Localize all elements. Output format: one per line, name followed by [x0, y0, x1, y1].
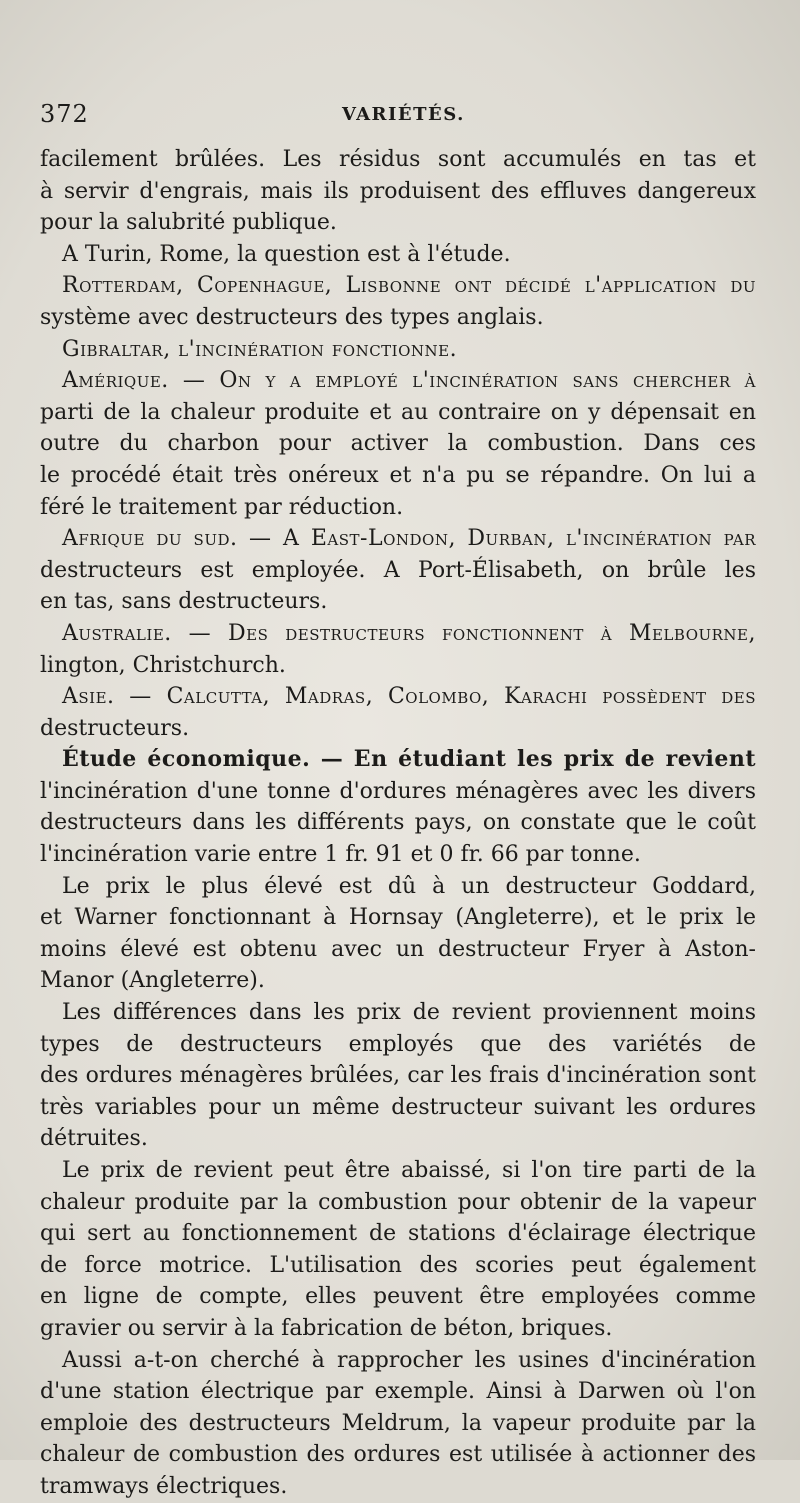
text-line: chaleur de combustion des ordures est utilisée à actionner des	[40, 1442, 756, 1468]
text-line: à servir d'engrais, mais ils produisent des effluves dangereux	[40, 178, 756, 204]
text-line: Les différences dans les prix de revient proviennent moins	[62, 1000, 756, 1026]
text-line: pour la salubrité publique.	[40, 210, 337, 236]
text-line: Amérique. — On y a employé l'incinération sans chercher à	[62, 368, 756, 394]
text-line: Le prix le plus élevé est dû à un destructeur Goddard,	[62, 873, 756, 899]
text-line: destructeurs est employée. A Port-Élisabeth, on brûle les	[40, 557, 756, 583]
text-line: facilement brûlées. Les résidus sont accumulés en tas et	[40, 147, 756, 172]
text-line: destructeurs dans les différents pays, on constate que le coût	[40, 810, 756, 836]
text-line: destructeurs.	[40, 715, 190, 741]
section-heading-line: Étude économique. — En étudiant les prix de revient	[62, 746, 756, 773]
text-line: détruites.	[40, 1126, 148, 1152]
text-line: féré le traitement par réduction.	[40, 494, 404, 520]
text-line: des ordures ménagères brûlées, car les frais d'incinération sont	[40, 1063, 756, 1089]
text-line: chaleur produite par la combustion pour obtenir de la vapeur	[40, 1189, 756, 1215]
page-header	[40, 100, 760, 132]
text-line: Gibraltar, l'incinération fonctionne.	[62, 336, 458, 362]
text-line: qui sert au fonctionnement de stations d'éclairage électrique	[40, 1221, 756, 1247]
text-line: et Warner fonctionnant à Hornsay (Angleterre), et le prix le	[40, 905, 756, 931]
text-line: système avec destructeurs des types anglais.	[40, 304, 544, 330]
text-line: Afrique du sud. — A East-London, Durban, l'incinération par	[62, 526, 756, 552]
text-line: outre du charbon pour activer la combustion. Dans ces	[40, 431, 756, 457]
text-line: l'incinération d'une tonne d'ordures ménagères avec les divers	[40, 778, 756, 804]
text-line: tramways électriques.	[40, 1473, 288, 1499]
text-line: d'une station électrique par exemple. Ainsi à Darwen où l'on	[40, 1379, 756, 1405]
text-line: types de destructeurs employés que des variétés de	[40, 1031, 756, 1057]
text-line: de force motrice. L'utilisation des scories peut également	[40, 1252, 756, 1278]
text-line: Rotterdam, Copenhague, Lisbonne ont décidé l'application du	[62, 273, 756, 299]
text-line: Aussi a-t-on cherché à rapprocher les usines d'incinération	[62, 1347, 756, 1373]
text-line: très variables pour un même destructeur suivant les ordures	[40, 1094, 756, 1120]
text-line: gravier ou servir à la fabrication de béton, briques.	[40, 1315, 613, 1341]
text-line: lington, Christchurch.	[40, 652, 286, 678]
text-line: emploie des destructeurs Meldrum, la vapeur produite par la	[40, 1410, 756, 1436]
body-text	[40, 144, 756, 1503]
page-number: 372	[40, 100, 89, 128]
text-line: Manor (Angleterre).	[40, 968, 265, 994]
text-line: moins élevé est obtenu avec un destructeur Fryer à Aston-	[40, 936, 756, 962]
text-line: en tas, sans destructeurs.	[40, 589, 328, 615]
text-line: parti de la chaleur produite et au contraire on y dépensait en	[40, 399, 756, 425]
text-line: Australie. — Des destructeurs fonctionnent à Melbourne,	[62, 620, 756, 646]
text-line: l'incinération varie entre 1 fr. 91 et 0 fr. 66 par tonne.	[40, 842, 641, 868]
text-line: le procédé était très onéreux et n'a pu se répandre. On lui a	[40, 462, 756, 488]
text-line: A Turin, Rome, la question est à l'étude.	[62, 241, 511, 267]
text-line: en ligne de compte, elles peuvent être employées comme	[40, 1284, 756, 1310]
text-line: Le prix de revient peut être abaissé, si l'on tire parti de la	[62, 1158, 756, 1183]
text-line: Asie. — Calcutta, Madras, Colombo, Karachi possèdent des	[62, 684, 756, 710]
running-title: VARIÉTÉS.	[342, 104, 465, 125]
